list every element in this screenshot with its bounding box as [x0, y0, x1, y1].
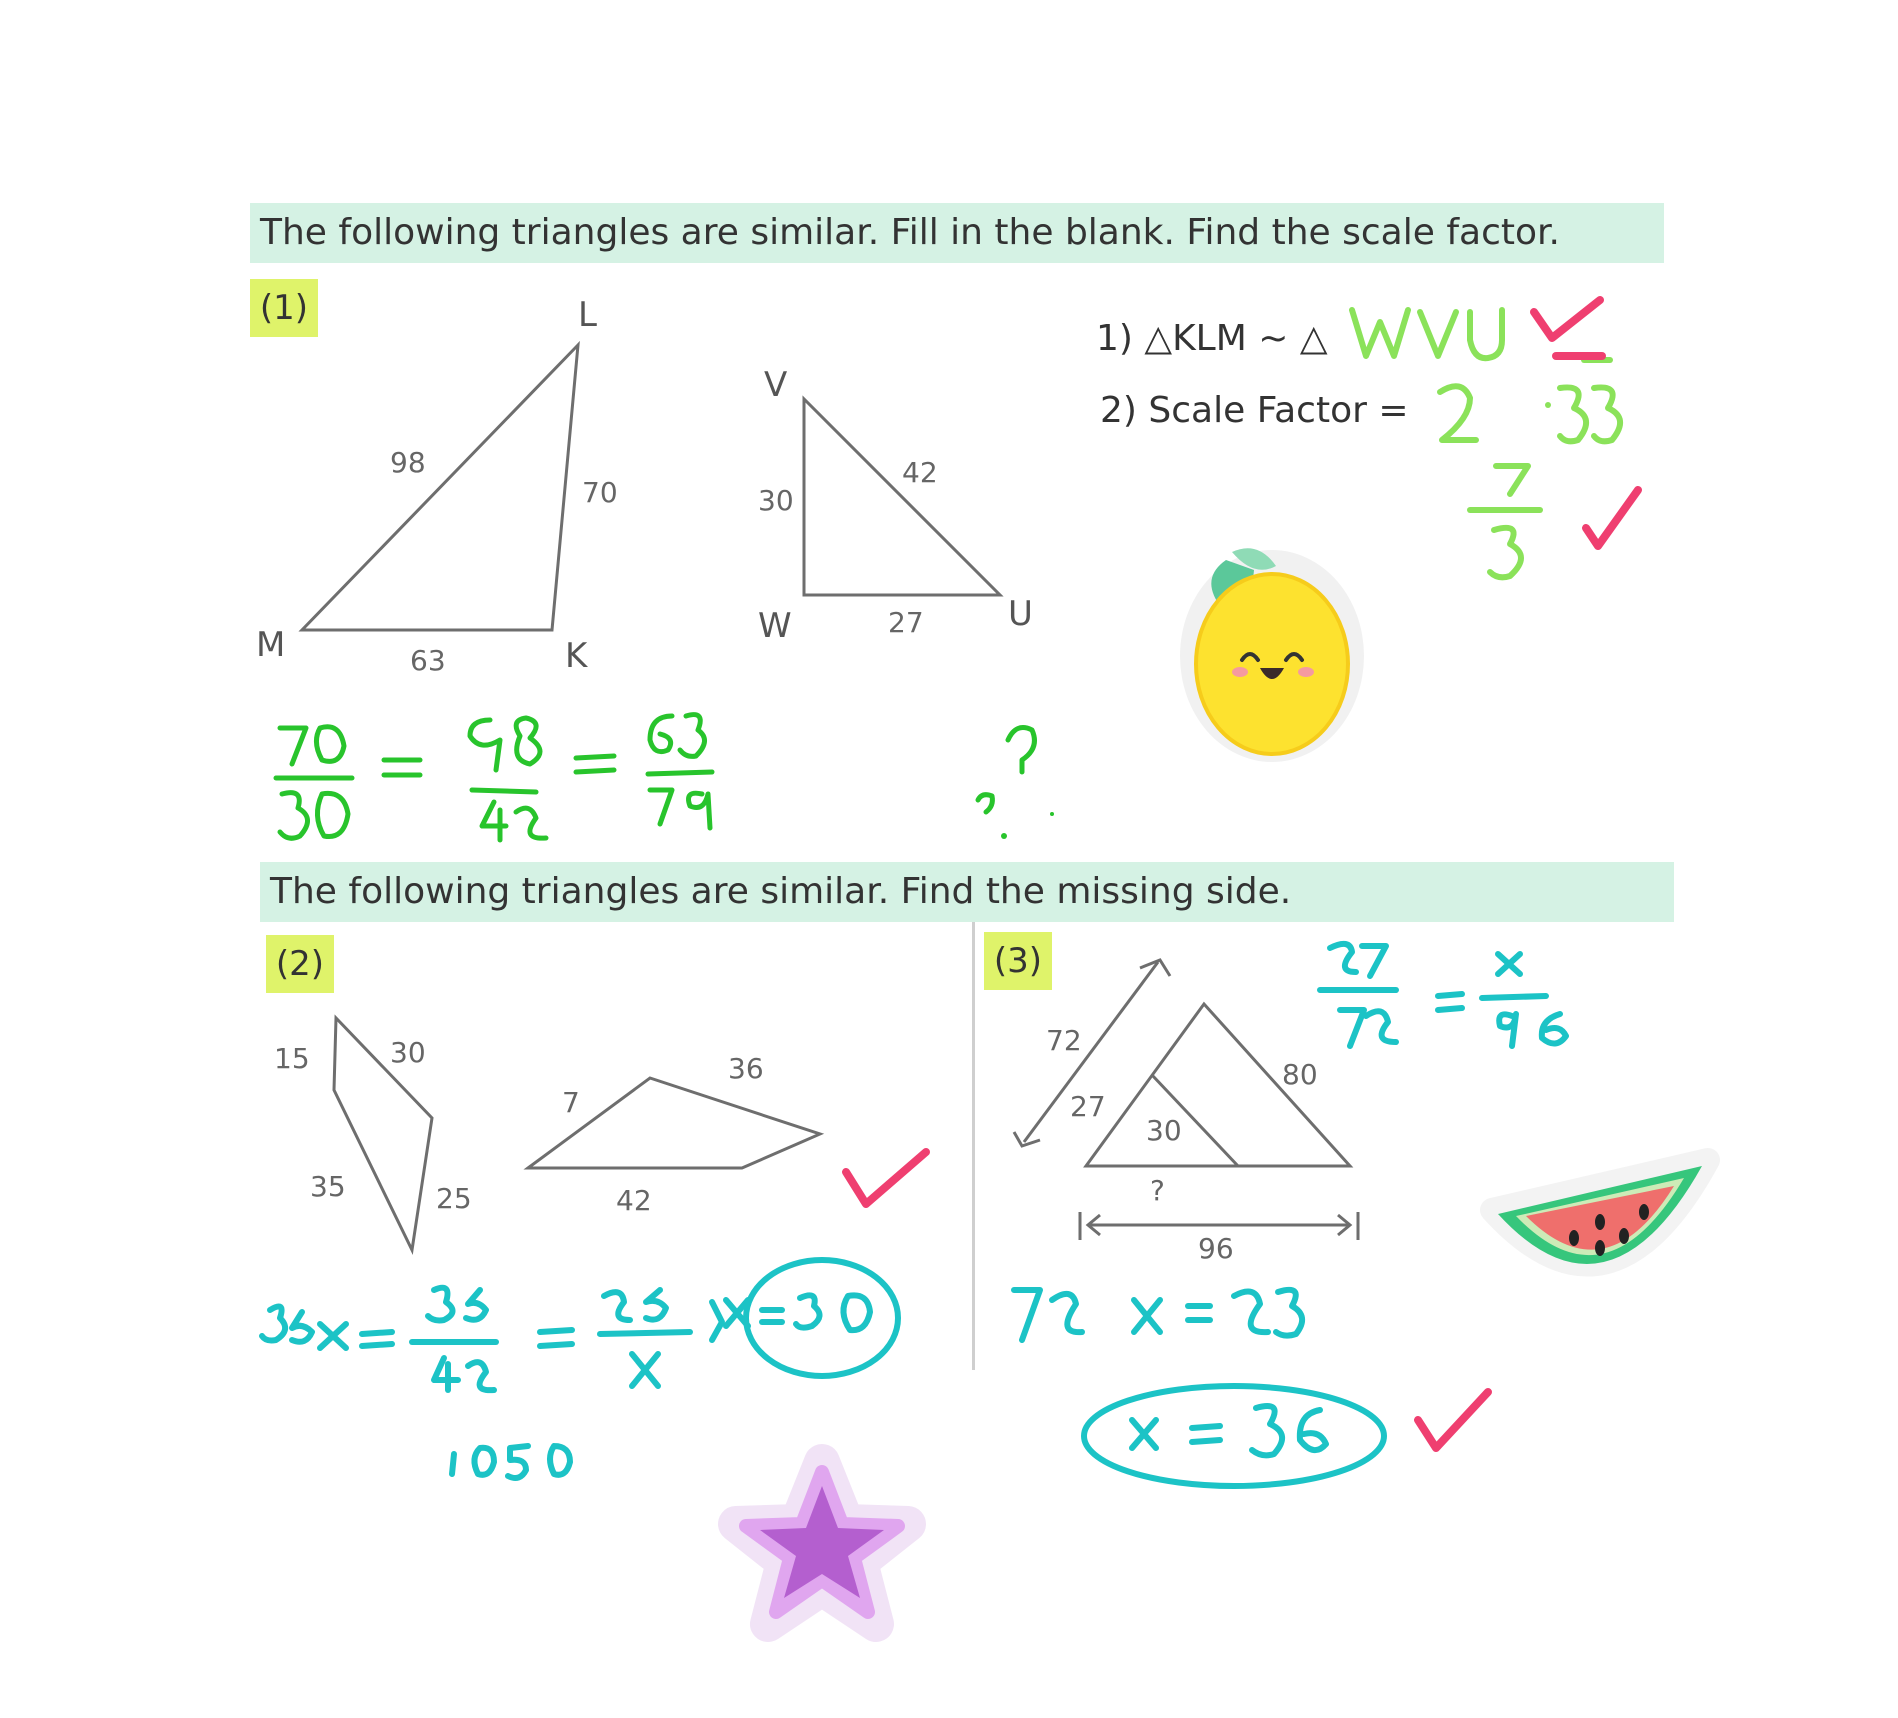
label-96: 96: [1198, 1232, 1234, 1265]
label-80: 80: [1282, 1058, 1318, 1091]
vertex-v: V: [764, 365, 788, 405]
vertex-m: M: [256, 625, 286, 665]
lemon-sticker: [1180, 548, 1364, 762]
check-marks: [846, 300, 1638, 1448]
instruction-banner-2: The following triangles are similar. Find the missing side.: [260, 862, 1674, 922]
handwriting-ratios-row: [276, 715, 712, 840]
quad-small-side-30: 30: [390, 1036, 426, 1069]
watermelon-sticker: [1492, 1160, 1708, 1265]
problem-tag-2: (2): [266, 935, 334, 993]
side-wu-27: 27: [888, 606, 924, 639]
triangle-vwu-outline: [804, 399, 1000, 595]
handwriting-problem2-work: [262, 1260, 898, 1478]
handwriting-answer-wvu: [1352, 310, 1502, 358]
problem-tag-3: (3): [984, 932, 1052, 990]
label-72: 72: [1046, 1024, 1082, 1057]
quad-large-side-42: 42: [616, 1184, 652, 1217]
star-sticker: [736, 1462, 908, 1624]
quad-large-side-36: 36: [728, 1052, 764, 1085]
quadrilateral-small: [274, 1018, 472, 1250]
side-ml-98: 98: [390, 446, 426, 479]
label-question: ?: [1150, 1174, 1165, 1207]
check-mark-problem-2: [846, 1152, 926, 1204]
quad-small-side-15: 15: [274, 1042, 310, 1075]
triangle-vwu: [758, 365, 1033, 646]
side-vu-42: 42: [902, 456, 938, 489]
question-similarity: 1) △KLM ~ △: [1096, 318, 1328, 359]
triangle-klm: [256, 295, 618, 677]
vertex-u: U: [1008, 594, 1033, 634]
problem-tag-1: (1): [250, 279, 318, 337]
question-scale-factor: 2) Scale Factor =: [1100, 390, 1409, 431]
quad-small-side-25: 25: [436, 1182, 472, 1215]
quad-small-side-35: 35: [310, 1170, 346, 1203]
label-27: 27: [1070, 1090, 1106, 1123]
side-lk-70: 70: [582, 476, 618, 509]
check-mark-problem-3: [1418, 1392, 1488, 1448]
side-mk-63: 63: [410, 644, 446, 677]
vertex-w: W: [758, 606, 792, 646]
handwriting-question-marks: [978, 728, 1054, 839]
side-vw-30: 30: [758, 484, 794, 517]
quadrilateral-large: [528, 1052, 820, 1217]
label-30: 30: [1146, 1114, 1182, 1147]
nested-triangles: [1014, 960, 1358, 1265]
vertex-l: L: [578, 295, 597, 335]
vertex-k: K: [565, 636, 588, 676]
quad-large-side-7: 7: [562, 1086, 580, 1119]
check-mark-answer-1: [1534, 300, 1600, 338]
triangle-klm-outline: [302, 345, 578, 630]
check-mark-answer-2: [1586, 490, 1638, 546]
instruction-banner-1: The following triangles are similar. Fill in the blank. Find the scale factor.: [250, 203, 1664, 263]
